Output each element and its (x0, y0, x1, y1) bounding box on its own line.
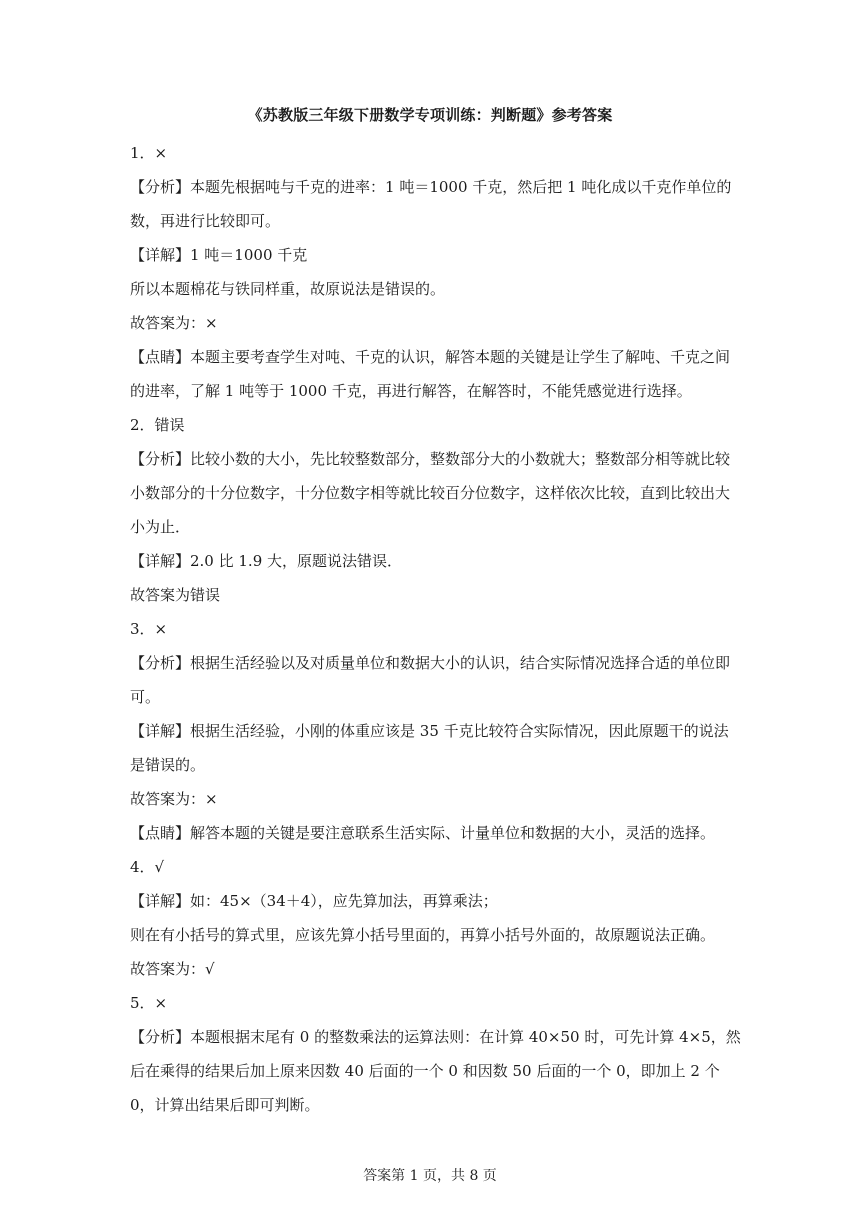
answer-5-analysis: 【分析】本题根据末尾有 0 的整数乘法的运算法则：在计算 40×50 时，可先计算 4×5，然后在乘得的结果后加上原来因数 40 后面的一个 0 和因数 50 后面的一个 0，即加上 2 个 0，计算出结果后即可判断。 (130, 1028, 741, 1114)
answer-1-result: 故答案为：× (130, 314, 218, 332)
answer-4-detail-cont: 则在有小括号的算式里，应该先算小括号里面的，再算小括号外面的，故原题说法正确。 (130, 926, 716, 944)
answer-1-detail: 【详解】1 吨＝1000 千克 (130, 246, 308, 264)
answer-3-heading: 3．× (130, 620, 168, 638)
answer-3-analysis: 【分析】根据生活经验以及对质量单位和数据大小的认识，结合实际情况选择合适的单位即可。 (130, 654, 731, 706)
answer-5-heading: 5．× (130, 994, 168, 1012)
answer-body (130, 136, 742, 1122)
answer-2-result: 故答案为错误 (130, 586, 221, 604)
answer-4-result: 故答案为：√ (130, 960, 215, 978)
answer-2-analysis: 【分析】比较小数的大小，先比较整数部分，整数部分大的小数就大；整数部分相等就比较小数部分的十分位数字，十分位数字相等就比较百分位数字，这样依次比较，直到比较出大小为止． (130, 450, 731, 536)
answer-1-heading: 1．× (130, 144, 168, 162)
answer-1-comment: 【点睛】本题主要考查学生对吨、千克的认识，解答本题的关键是让学生了解吨、千克之间的进率，了解 1 吨等于 1000 千克，再进行解答，在解答时，不能凭感觉进行选择。 (130, 348, 731, 400)
answer-3-result: 故答案为：× (130, 790, 218, 808)
answer-3-comment: 【点睛】解答本题的关键是要注意联系生活实际、计量单位和数据的大小，灵活的选择。 (130, 824, 716, 842)
page-footer: 答案第 1 页，共 8 页 (363, 1168, 497, 1184)
answer-2-detail: 【详解】2.0 比 1.9 大，原题说法错误． (130, 552, 403, 570)
page-title: 《苏教版三年级下册数学专项训练：判断题》参考答案 (247, 106, 613, 124)
answer-2-heading: 2．错误 (130, 416, 185, 434)
answer-3-detail: 【详解】根据生活经验，小刚的体重应该是 35 千克比较符合实际情况，因此原题干的说法是错误的。 (130, 722, 729, 774)
answer-1-analysis: 【分析】本题先根据吨与千克的进率：1 吨＝1000 千克，然后把 1 吨化成以千克作单位的数，再进行比较即可。 (130, 178, 732, 230)
answer-4-detail: 【详解】如：45×（34＋4），应先算加法，再算乘法； (130, 892, 498, 910)
answer-1-detail-cont: 所以本题棉花与铁同样重，故原说法是错误的。 (130, 280, 446, 298)
answer-4-heading: 4．√ (130, 858, 165, 876)
